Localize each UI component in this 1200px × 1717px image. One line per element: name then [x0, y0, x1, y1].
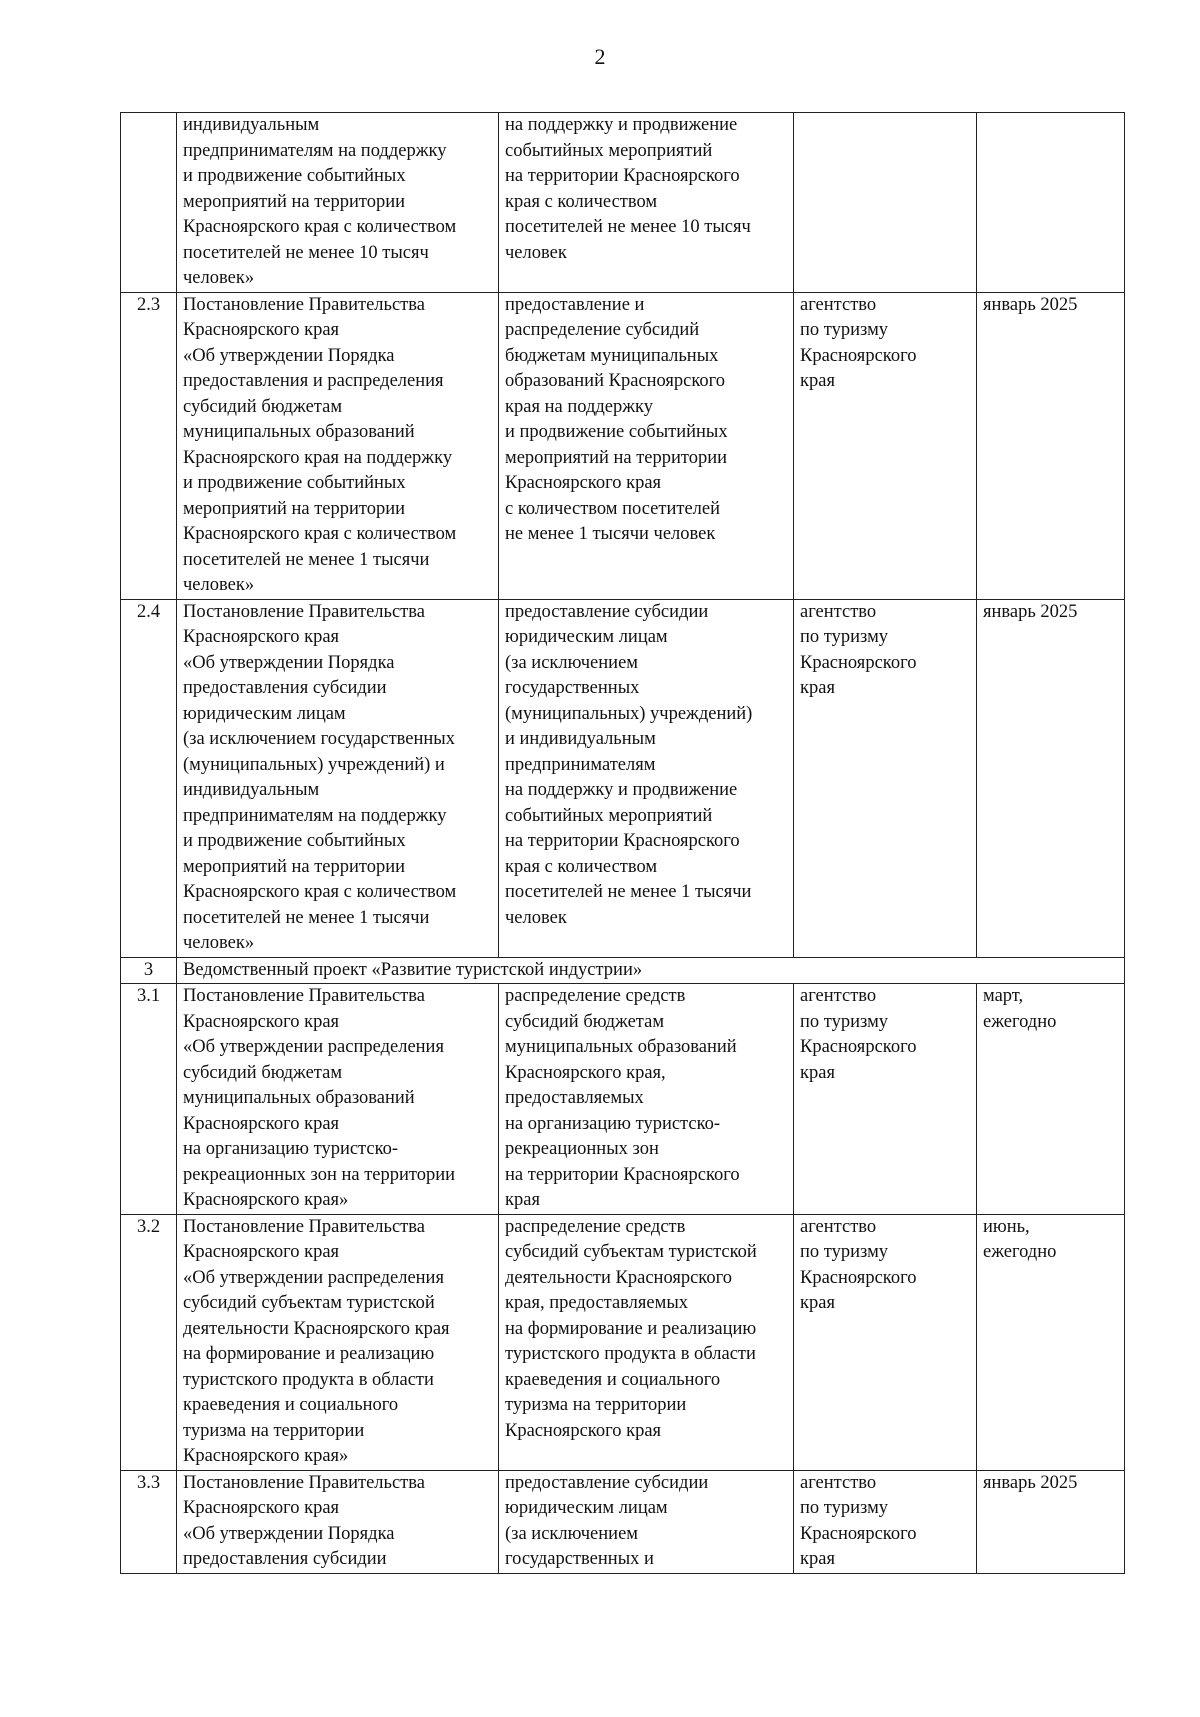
- responsible-cell: [794, 984, 977, 1215]
- text-line: предоставления и распределения: [183, 371, 444, 391]
- text-line: Постановление Правительства: [183, 1216, 425, 1237]
- text-line: предпринимателям: [505, 754, 656, 775]
- text-line: предоставляемых: [505, 1088, 644, 1108]
- text-line: краеведения и социального: [183, 1395, 399, 1415]
- text-line: Красноярского края с количеством: [183, 217, 457, 237]
- text-line: субсидий бюджетам: [183, 1062, 343, 1083]
- text-line: агентство: [800, 986, 877, 1006]
- row-number-cell: 3.2: [121, 1214, 177, 1470]
- text-line: «Об утверждении распределения: [183, 1267, 444, 1288]
- text-line: на территории Красноярского: [505, 1164, 740, 1185]
- text-line: Красноярского края с количеством: [183, 524, 457, 544]
- text-line: посетителей не менее 1 тысячи: [183, 549, 430, 570]
- text-line: краеведения и социального: [505, 1369, 721, 1390]
- document-cell: [177, 599, 499, 957]
- responsible-cell: [794, 599, 977, 957]
- text-line: муниципальных образований: [505, 1037, 737, 1057]
- text-line: края: [800, 1062, 835, 1083]
- text-line: деятельности Красноярского: [505, 1267, 732, 1288]
- text-line: на формирование и реализацию: [183, 1344, 435, 1364]
- text-line: края на поддержку: [505, 396, 653, 417]
- text-line: предоставление и: [505, 294, 645, 315]
- text-line: мероприятий на территории: [183, 498, 406, 519]
- text-line: края с количеством: [505, 191, 658, 212]
- text-line: распределение средств: [505, 1216, 686, 1237]
- text-line: не менее 1 тысячи человек: [505, 524, 716, 544]
- text-line: муниципальных образований: [183, 1088, 415, 1108]
- text-line: по туризму: [800, 1242, 889, 1262]
- purpose-cell: [499, 113, 794, 293]
- text-line: Постановление Правительства: [183, 1472, 425, 1493]
- text-line: края: [800, 1549, 835, 1569]
- text-line: бюджетам муниципальных: [505, 345, 719, 366]
- text-line: Постановление Правительства: [183, 986, 425, 1006]
- text-line: январь 2025: [983, 601, 1078, 622]
- text-line: субсидий бюджетам: [183, 396, 343, 417]
- table-row: [121, 292, 1125, 599]
- text-line: Красноярского: [800, 1523, 917, 1544]
- text-line: человек: [505, 242, 567, 263]
- text-line: ежегодно: [983, 1242, 1057, 1262]
- text-line: июнь,: [983, 1216, 1030, 1237]
- text-line: на организацию туристско-: [505, 1113, 721, 1134]
- text-line: посетителей не менее 10 тысяч: [505, 217, 751, 237]
- text-line: посетителей не менее 10 тысяч: [183, 242, 429, 263]
- text-line: январь 2025: [983, 294, 1078, 315]
- text-line: туристского продукта в области: [505, 1344, 756, 1364]
- page-number: 2: [594, 44, 606, 69]
- table-row: [121, 113, 1125, 293]
- purpose-cell: [499, 1214, 794, 1470]
- text-line: туризма на территории: [505, 1395, 687, 1415]
- text-line: юридическим лицам: [183, 703, 346, 724]
- text-line: субсидий бюджетам: [505, 1011, 665, 1032]
- text-line: индивидуальным: [183, 115, 320, 135]
- text-line: (за исключением: [505, 1523, 638, 1544]
- row-number-cell: 2.3: [121, 292, 177, 599]
- document-cell: [177, 292, 499, 599]
- text-line: и продвижение событийных: [183, 473, 406, 493]
- document-cell: [177, 1470, 499, 1573]
- text-line: муниципальных образований: [183, 422, 415, 442]
- deadline-cell: [977, 1470, 1125, 1573]
- text-line: по туризму: [800, 320, 889, 340]
- document-cell: [177, 1214, 499, 1470]
- table-row: [121, 1214, 1125, 1470]
- text-line: (за исключением: [505, 652, 638, 673]
- text-line: юридическим лицам: [505, 627, 668, 647]
- row-number-cell: 3.3: [121, 1470, 177, 1573]
- text-line: посетителей не менее 1 тысячи: [505, 882, 752, 902]
- text-line: Красноярского края на поддержку: [183, 447, 453, 468]
- text-line: Красноярского края: [183, 1113, 340, 1134]
- text-line: на организацию туристско-: [183, 1139, 399, 1159]
- responsible-cell: [794, 292, 977, 599]
- text-line: с количеством посетителей: [505, 498, 721, 519]
- section-title: Ведомственный проект «Развитие туристской индустрии»: [177, 957, 1125, 984]
- row-number-cell: 2.4: [121, 599, 177, 957]
- text-line: по туризму: [800, 627, 889, 647]
- text-line: агентство: [800, 294, 877, 315]
- text-line: агентство: [800, 1216, 877, 1237]
- text-line: Красноярского края: [183, 1498, 340, 1518]
- text-line: рекреационных зон: [505, 1139, 659, 1159]
- table-body: [121, 113, 1125, 1574]
- text-line: «Об утверждении Порядка: [183, 652, 395, 673]
- text-line: Красноярского края: [183, 320, 340, 340]
- text-line: «Об утверждении распределения: [183, 1037, 444, 1057]
- text-line: (муниципальных) учреждений) и: [183, 754, 445, 775]
- text-line: юридическим лицам: [505, 1498, 668, 1518]
- text-line: человек»: [183, 575, 255, 595]
- text-line: на поддержку и продвижение: [505, 115, 738, 135]
- text-line: края, предоставляемых: [505, 1293, 689, 1313]
- text-line: туристского продукта в области: [183, 1369, 434, 1390]
- text-line: Красноярского края,: [505, 1062, 666, 1083]
- text-line: по туризму: [800, 1011, 889, 1032]
- text-line: (за исключением государственных: [183, 729, 455, 749]
- text-line: предоставление субсидии: [505, 601, 709, 622]
- text-line: государственных и: [505, 1549, 654, 1569]
- text-line: Красноярского: [800, 1037, 917, 1057]
- text-line: (муниципальных) учреждений): [505, 703, 753, 724]
- text-line: Красноярского края»: [183, 1446, 349, 1466]
- text-line: туризма на территории: [183, 1420, 365, 1441]
- text-line: человек: [505, 907, 567, 928]
- text-line: и индивидуальным: [505, 729, 656, 749]
- text-line: человек»: [183, 933, 255, 953]
- text-line: Красноярского края: [183, 1242, 340, 1262]
- purpose-cell: [499, 1470, 794, 1573]
- text-line: и продвижение событийных: [183, 831, 406, 851]
- text-line: распределение субсидий: [505, 320, 700, 340]
- deadline-cell: [977, 599, 1125, 957]
- responsible-cell: [794, 113, 977, 293]
- document-cell: [177, 984, 499, 1215]
- responsible-cell: [794, 1214, 977, 1470]
- text-line: январь 2025: [983, 1472, 1078, 1493]
- text-line: края с количеством: [505, 856, 658, 877]
- text-line: предоставление субсидии: [505, 1472, 709, 1493]
- deadline-cell: [977, 984, 1125, 1215]
- text-line: Красноярского края с количеством: [183, 882, 457, 902]
- section-row: [121, 957, 1125, 984]
- text-line: Красноярского края: [505, 473, 662, 493]
- document-cell: [177, 113, 499, 293]
- text-line: края: [800, 1293, 835, 1313]
- text-line: Красноярского края: [505, 1420, 662, 1441]
- text-line: агентство: [800, 601, 877, 622]
- text-line: Красноярского: [800, 345, 917, 366]
- text-line: мероприятий на территории: [183, 856, 406, 877]
- text-line: Красноярского: [800, 1267, 917, 1288]
- deadline-cell: [977, 1214, 1125, 1470]
- text-line: на территории Красноярского: [505, 831, 740, 851]
- text-line: на поддержку и продвижение: [505, 780, 738, 800]
- text-line: деятельности Красноярского края: [183, 1318, 450, 1339]
- text-line: рекреационных зон на территории: [183, 1164, 456, 1185]
- text-line: и продвижение событийных: [183, 166, 406, 186]
- row-number-cell: [121, 113, 177, 293]
- purpose-cell: [499, 599, 794, 957]
- text-line: и продвижение событийных: [505, 422, 728, 442]
- text-line: март,: [983, 986, 1024, 1006]
- text-line: человек»: [183, 268, 255, 288]
- text-line: предоставления субсидии: [183, 678, 387, 698]
- text-line: Постановление Правительства: [183, 601, 425, 622]
- responsible-cell: [794, 1470, 977, 1573]
- text-line: индивидуальным: [183, 780, 320, 800]
- text-line: мероприятий на территории: [505, 447, 728, 468]
- text-line: ежегодно: [983, 1011, 1057, 1032]
- text-line: Красноярского края»: [183, 1190, 349, 1210]
- text-line: края: [505, 1190, 540, 1210]
- text-line: на территории Красноярского: [505, 166, 740, 186]
- text-line: Красноярского: [800, 652, 917, 673]
- text-line: агентство: [800, 1472, 877, 1493]
- purpose-cell: [499, 292, 794, 599]
- purpose-cell: [499, 984, 794, 1215]
- text-line: Красноярского края: [183, 1011, 340, 1032]
- row-number-cell: 3: [121, 957, 177, 984]
- text-line: «Об утверждении Порядка: [183, 345, 395, 366]
- deadline-cell: [977, 113, 1125, 293]
- text-line: посетителей не менее 1 тысячи: [183, 907, 430, 928]
- table-row: [121, 1470, 1125, 1573]
- text-line: распределение средств: [505, 986, 686, 1006]
- text-line: Постановление Правительства: [183, 294, 425, 315]
- deadline-cell: [977, 292, 1125, 599]
- text-line: края: [800, 371, 835, 391]
- text-line: предпринимателям на поддержку: [183, 140, 447, 161]
- table-row: [121, 984, 1125, 1215]
- text-line: образований Красноярского: [505, 371, 726, 391]
- text-line: государственных: [505, 678, 640, 698]
- row-number-cell: 3.1: [121, 984, 177, 1215]
- table-row: [121, 599, 1125, 957]
- text-line: края: [800, 678, 835, 698]
- text-line: «Об утверждении Порядка: [183, 1523, 395, 1544]
- text-line: по туризму: [800, 1498, 889, 1518]
- text-line: на формирование и реализацию: [505, 1318, 757, 1339]
- text-line: Красноярского края: [183, 627, 340, 647]
- measures-table: [120, 112, 1125, 1574]
- text-line: событийных мероприятий: [505, 140, 713, 161]
- text-line: предоставления субсидии: [183, 1549, 387, 1569]
- text-line: мероприятий на территории: [183, 191, 406, 212]
- text-line: событийных мероприятий: [505, 805, 713, 826]
- text-line: субсидий субъектам туристской: [505, 1242, 757, 1262]
- text-line: субсидий субъектам туристской: [183, 1293, 435, 1313]
- text-line: предпринимателям на поддержку: [183, 805, 447, 826]
